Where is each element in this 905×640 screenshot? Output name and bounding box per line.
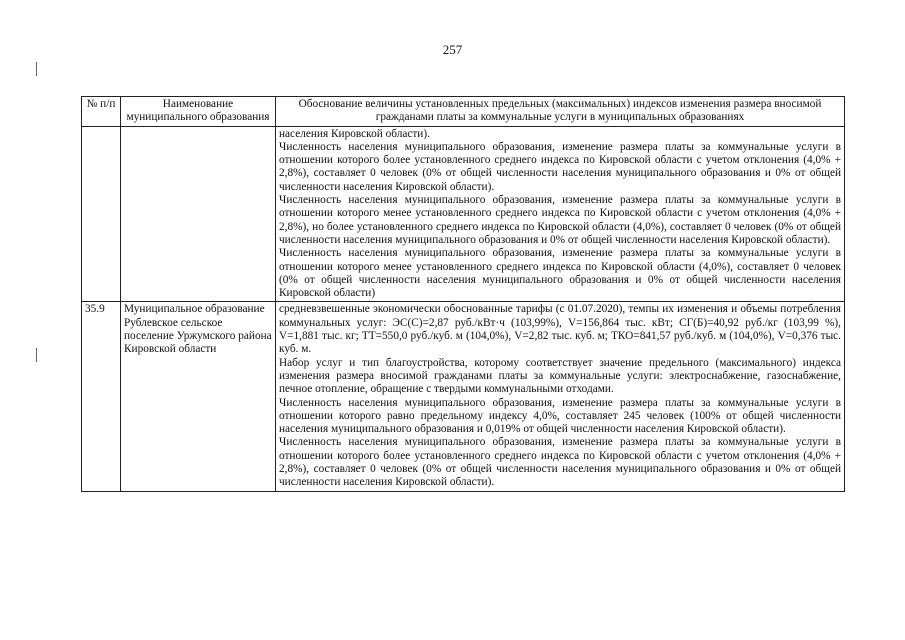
basis-paragraph: населения Кировской области). [279,127,430,140]
basis-paragraph: Численность населения муниципального образования, изменение размера платы за коммунальные услуги в отношении которого равно предельному индексу 4,0%, составляет 245 человек (100% от общей численности населения муниципального образования и 0,019% от общей численности населения Кировской области). [279,396,841,436]
basis-paragraph: Численность населения муниципального образования, изменение размера платы за коммунальные услуги в отношении которого менее установленного среднего индекса по Кировской области (4,0%), составляет 0 человек (0% от общей численности населения муниципального образования и 0% от общей численности населения Кировской области) [279,247,841,300]
basis-paragraph: Численность населения муниципального образования, изменение размера платы за коммунальные услуги в отношении которого более установленного среднего индекса по Кировской области с учетом отклонения (4,0% + 2,8%), составляет 0 человек (0% от общей численности населения муниципального образования и 0% от общей численности населения Кировской области). [279,140,841,193]
table-header-row [82,97,845,127]
header-basis: Обоснование величины установленных предельных (максимальных) индексов изменения размера вносимой гражданами платы за коммунальные услуги в муниципальных образованиях [276,97,845,127]
basis-paragraph: Набор услуг и тип благоустройства, которому соответствует значение предельного (максимального) индекса изменения размера вносимой гражданами платы за коммунальные услуги: электроснабжение, газоснабжение, печное отопление, обращение с твердыми коммунальными отходами. [279,356,841,396]
header-num: № п/п [82,97,121,127]
row-name [121,126,276,302]
tariff-table [81,96,845,492]
margin-mark-top [36,62,37,76]
margin-mark-middle [36,348,37,362]
row-num: 35.9 [82,302,121,491]
basis-paragraph: средневзвешенные экономически обоснованные тарифы (с 01.07.2020), темпы их изменения и объемы потребления коммунальных услуг: ЭС(С)=2,87 руб./кВт·ч (103,99%), V=156,864 тыс. кВт; СГ(Б)=40,92 руб./кг (103,99 %), V=1,881 тыс. кг; ТТ=550,0 руб./куб. м (104,0%), V=2,82 тыс. куб. м; ТКО=841,57 руб./куб. м (104,0%), V=0,376 тыс. куб. м. [279,303,841,356]
table-row-35-9 [82,302,845,491]
row-num [82,126,121,302]
basis-paragraph: Численность населения муниципального образования, изменение размера платы за коммунальные услуги в отношении которого менее установленного среднего индекса по Кировской области с учетом отклонения (4,0% + 2,8%), но более установленного среднего индекса по Кировской области (4,0%), составляет 0 человек (0% от общей численности населения муниципального образования и 0% от общей численности населения Кировской области). [279,194,841,246]
page-number: 257 [442,42,463,57]
header-name: Наименование муниципального образования [121,97,276,127]
table-row-continued [82,126,845,302]
row-basis [276,302,845,491]
basis-paragraph: Численность населения муниципального образования, изменение размера платы за коммунальные услуги в отношении которого более установленного среднего индекса по Кировской области с учетом отклонения (4,0% + 2,8%), составляет 0 человек (0% от общей численности населения муниципального образования и 0% от общей численности населения Кировской области). [279,436,841,489]
row-name: Муниципальное образование Рублевское сельское поселение Уржумского района Кировской области [121,302,276,491]
row-basis [276,126,845,302]
